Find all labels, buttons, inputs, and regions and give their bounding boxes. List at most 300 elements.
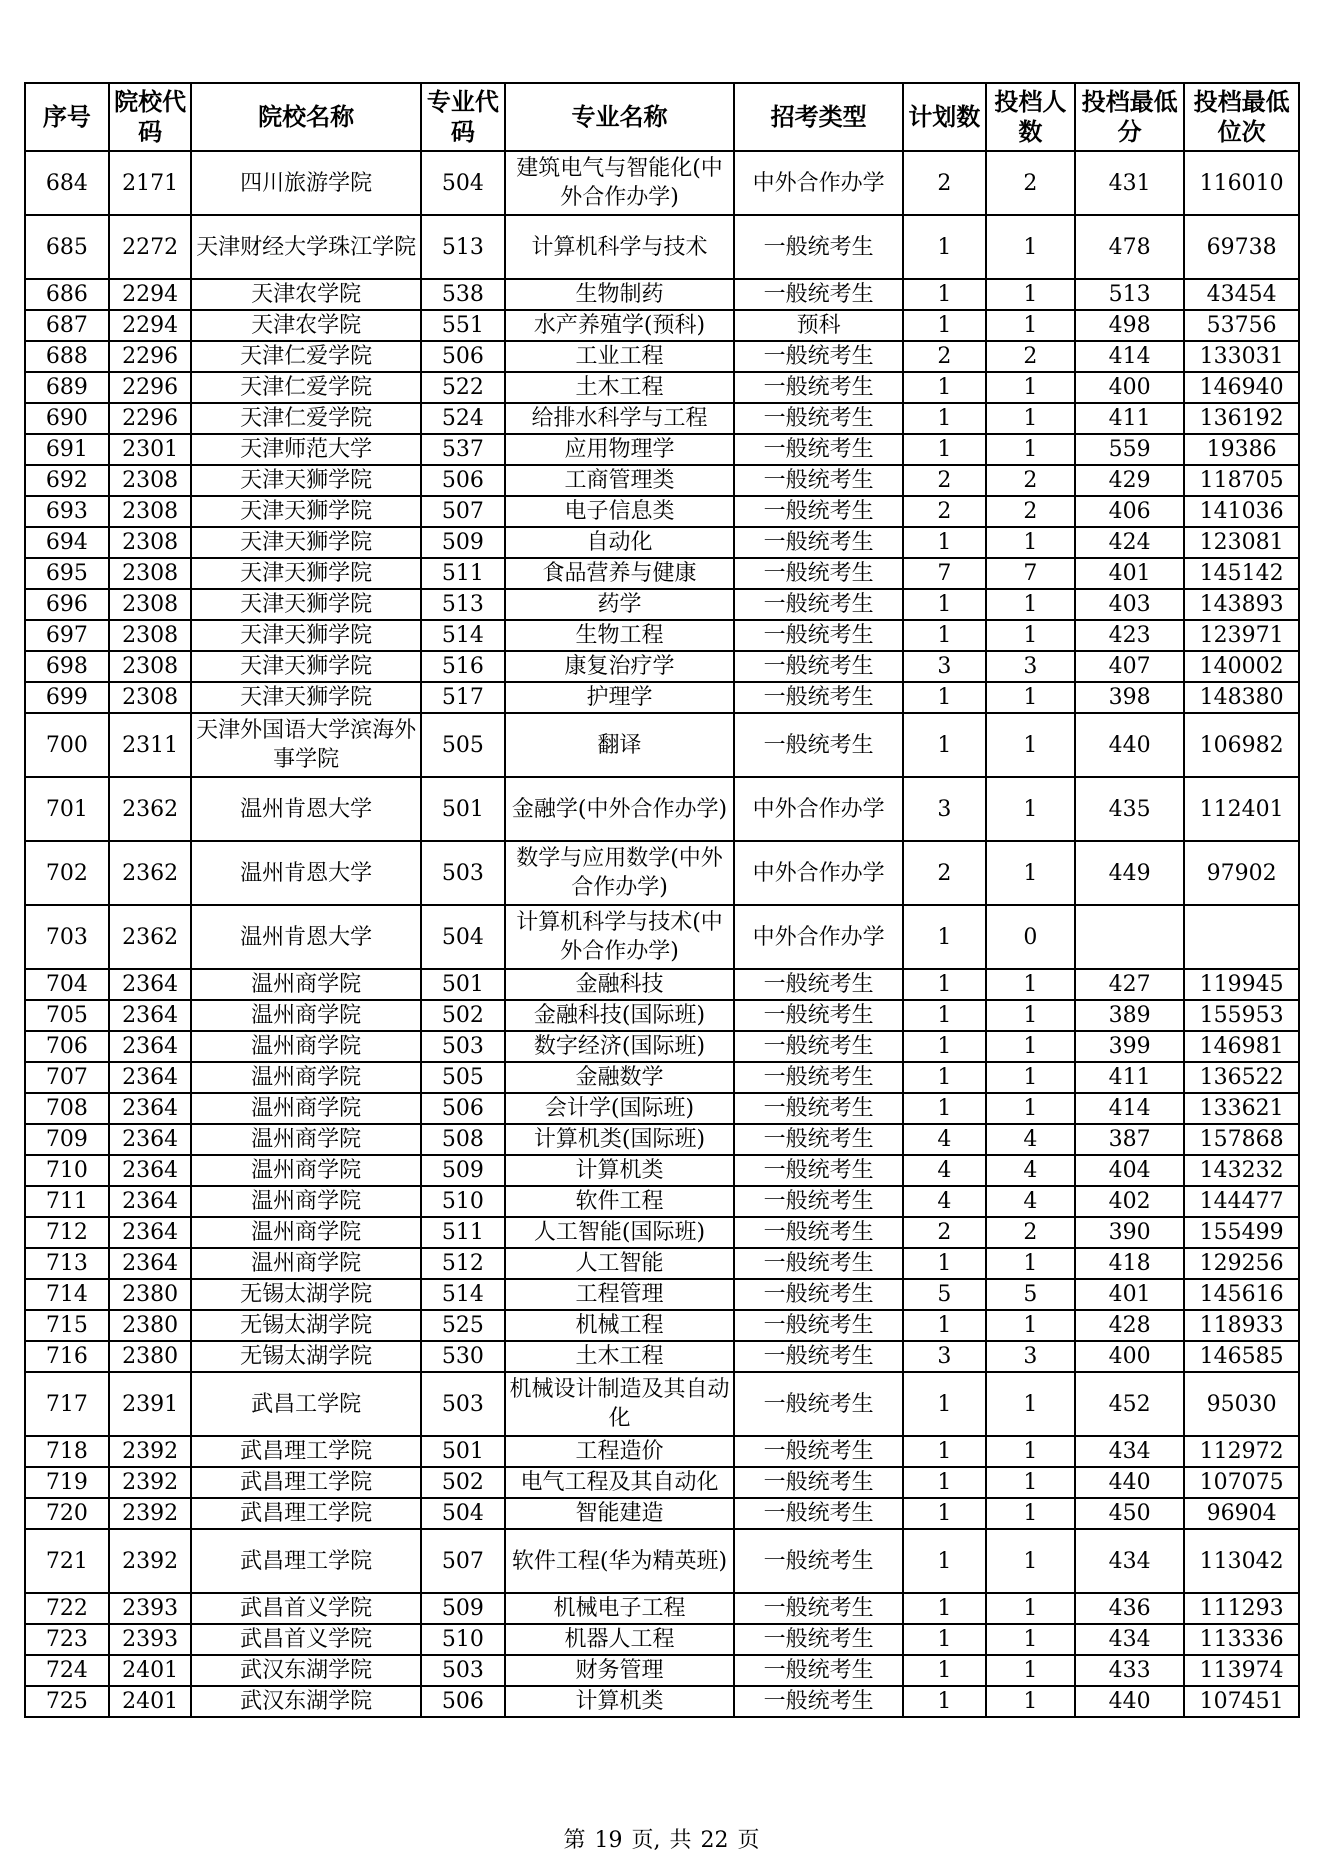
cell-major-code: 517 — [421, 682, 505, 713]
cell-school-code: 2308 — [109, 558, 192, 589]
cell-plan-count: 1 — [903, 279, 986, 310]
table-row — [25, 279, 1299, 310]
cell-school-code: 2364 — [109, 1000, 192, 1031]
cell-seq: 696 — [25, 589, 109, 620]
cell-school-code: 2171 — [109, 151, 192, 215]
cell-min-rank: 143232 — [1184, 1155, 1299, 1186]
cell-seq: 701 — [25, 777, 109, 841]
cell-major-name: 水产养殖学(预科) — [505, 310, 735, 341]
cell-school-code: 2362 — [109, 777, 192, 841]
cell-min-rank: 113042 — [1184, 1529, 1299, 1593]
cell-school-code: 2308 — [109, 527, 192, 558]
cell-seq: 692 — [25, 465, 109, 496]
cell-exam-type: 一般统考生 — [734, 1186, 903, 1217]
cell-school-name: 温州肯恩大学 — [191, 777, 421, 841]
cell-exam-type: 一般统考生 — [734, 1031, 903, 1062]
cell-exam-type: 一般统考生 — [734, 1498, 903, 1529]
cell-school-name: 温州商学院 — [191, 1248, 421, 1279]
cell-major-code: 514 — [421, 620, 505, 651]
cell-min-rank: 155953 — [1184, 1000, 1299, 1031]
table-row — [25, 777, 1299, 841]
header-exam-type: 招考类型 — [734, 83, 903, 151]
table-row — [25, 1498, 1299, 1529]
table-row — [25, 905, 1299, 969]
cell-plan-count: 2 — [903, 341, 986, 372]
table-row — [25, 1310, 1299, 1341]
header-major-name: 专业名称 — [505, 83, 735, 151]
cell-plan-count: 2 — [903, 496, 986, 527]
cell-school-code: 2296 — [109, 372, 192, 403]
cell-major-name: 电子信息类 — [505, 496, 735, 527]
cell-major-code: 505 — [421, 1062, 505, 1093]
cell-exam-type: 中外合作办学 — [734, 841, 903, 905]
cell-school-code: 2364 — [109, 1093, 192, 1124]
table-header-row — [25, 83, 1299, 151]
cell-min-rank: 116010 — [1184, 151, 1299, 215]
cell-major-code: 504 — [421, 1498, 505, 1529]
table-row — [25, 403, 1299, 434]
cell-admitted-count: 1 — [986, 1593, 1076, 1624]
cell-school-code: 2308 — [109, 496, 192, 527]
cell-school-name: 武昌首义学院 — [191, 1624, 421, 1655]
cell-school-code: 2311 — [109, 713, 192, 777]
cell-min-score: 449 — [1075, 841, 1184, 905]
cell-major-code: 501 — [421, 777, 505, 841]
cell-school-name: 天津外国语大学滨海外事学院 — [191, 713, 421, 777]
cell-seq: 686 — [25, 279, 109, 310]
table-row — [25, 1062, 1299, 1093]
cell-school-name: 天津天狮学院 — [191, 651, 421, 682]
cell-seq: 705 — [25, 1000, 109, 1031]
cell-school-name: 无锡太湖学院 — [191, 1279, 421, 1310]
cell-school-name: 天津天狮学院 — [191, 558, 421, 589]
cell-min-score: 440 — [1075, 1686, 1184, 1717]
cell-major-code: 522 — [421, 372, 505, 403]
cell-admitted-count: 2 — [986, 1217, 1076, 1248]
cell-school-name: 天津天狮学院 — [191, 527, 421, 558]
cell-seq: 716 — [25, 1341, 109, 1372]
cell-min-rank: 133031 — [1184, 341, 1299, 372]
cell-exam-type: 一般统考生 — [734, 1124, 903, 1155]
cell-min-rank: 140002 — [1184, 651, 1299, 682]
cell-min-score — [1075, 905, 1184, 969]
cell-exam-type: 一般统考生 — [734, 1655, 903, 1686]
cell-admitted-count: 1 — [986, 682, 1076, 713]
cell-school-name: 温州商学院 — [191, 1000, 421, 1031]
footer-total-pages: 22 — [700, 1828, 729, 1853]
cell-school-name: 天津财经大学珠江学院 — [191, 215, 421, 279]
cell-plan-count: 3 — [903, 1341, 986, 1372]
cell-school-name: 温州商学院 — [191, 1186, 421, 1217]
cell-seq: 694 — [25, 527, 109, 558]
cell-min-rank: 157868 — [1184, 1124, 1299, 1155]
cell-major-name: 计算机类(国际班) — [505, 1124, 735, 1155]
header-major-code: 专业代码 — [421, 83, 505, 151]
cell-major-code: 514 — [421, 1279, 505, 1310]
cell-seq: 720 — [25, 1498, 109, 1529]
cell-school-name: 温州商学院 — [191, 1093, 421, 1124]
cell-seq: 690 — [25, 403, 109, 434]
cell-min-rank: 112972 — [1184, 1436, 1299, 1467]
cell-min-score: 401 — [1075, 558, 1184, 589]
cell-major-code: 509 — [421, 1593, 505, 1624]
cell-plan-count: 1 — [903, 1436, 986, 1467]
cell-major-code: 502 — [421, 1467, 505, 1498]
cell-major-name: 金融科技 — [505, 969, 735, 1000]
cell-min-rank: 118705 — [1184, 465, 1299, 496]
cell-major-code: 551 — [421, 310, 505, 341]
cell-school-name: 天津农学院 — [191, 279, 421, 310]
cell-min-rank: 95030 — [1184, 1372, 1299, 1436]
cell-min-rank: 107075 — [1184, 1467, 1299, 1498]
cell-school-name: 武昌理工学院 — [191, 1498, 421, 1529]
cell-major-code: 537 — [421, 434, 505, 465]
cell-major-code: 530 — [421, 1341, 505, 1372]
cell-major-code: 509 — [421, 527, 505, 558]
header-plan-count: 计划数 — [903, 83, 986, 151]
cell-min-rank: 113336 — [1184, 1624, 1299, 1655]
cell-exam-type: 一般统考生 — [734, 620, 903, 651]
cell-admitted-count: 4 — [986, 1155, 1076, 1186]
cell-plan-count: 1 — [903, 403, 986, 434]
cell-exam-type: 一般统考生 — [734, 1593, 903, 1624]
cell-major-name: 软件工程 — [505, 1186, 735, 1217]
table-row — [25, 341, 1299, 372]
cell-school-name: 天津师范大学 — [191, 434, 421, 465]
cell-min-score: 403 — [1075, 589, 1184, 620]
cell-school-code: 2308 — [109, 651, 192, 682]
cell-min-score: 423 — [1075, 620, 1184, 651]
table-row — [25, 969, 1299, 1000]
cell-major-code: 507 — [421, 1529, 505, 1593]
cell-seq: 703 — [25, 905, 109, 969]
cell-school-name: 天津仁爱学院 — [191, 372, 421, 403]
admission-table — [24, 82, 1300, 1718]
header-school-code: 院校代码 — [109, 83, 192, 151]
cell-plan-count: 1 — [903, 215, 986, 279]
cell-plan-count: 1 — [903, 1248, 986, 1279]
cell-plan-count: 1 — [903, 1624, 986, 1655]
cell-exam-type: 预科 — [734, 310, 903, 341]
cell-plan-count: 1 — [903, 1372, 986, 1436]
cell-seq: 724 — [25, 1655, 109, 1686]
cell-min-score: 559 — [1075, 434, 1184, 465]
cell-seq: 691 — [25, 434, 109, 465]
cell-major-name: 生物制药 — [505, 279, 735, 310]
cell-major-code: 506 — [421, 1686, 505, 1717]
cell-exam-type: 一般统考生 — [734, 279, 903, 310]
cell-exam-type: 一般统考生 — [734, 1686, 903, 1717]
cell-admitted-count: 1 — [986, 1031, 1076, 1062]
cell-min-score: 400 — [1075, 1341, 1184, 1372]
cell-school-name: 武昌首义学院 — [191, 1593, 421, 1624]
cell-school-name: 武昌理工学院 — [191, 1436, 421, 1467]
cell-plan-count: 3 — [903, 777, 986, 841]
cell-school-code: 2308 — [109, 465, 192, 496]
cell-exam-type: 一般统考生 — [734, 496, 903, 527]
cell-school-code: 2393 — [109, 1624, 192, 1655]
table-row — [25, 651, 1299, 682]
cell-plan-count: 2 — [903, 465, 986, 496]
cell-min-score: 434 — [1075, 1624, 1184, 1655]
cell-major-name: 土木工程 — [505, 372, 735, 403]
table-row — [25, 682, 1299, 713]
cell-major-code: 509 — [421, 1155, 505, 1186]
cell-admitted-count: 1 — [986, 777, 1076, 841]
cell-plan-count: 2 — [903, 151, 986, 215]
cell-plan-count: 1 — [903, 713, 986, 777]
cell-admitted-count: 1 — [986, 1062, 1076, 1093]
cell-plan-count: 1 — [903, 682, 986, 713]
cell-seq: 711 — [25, 1186, 109, 1217]
table-row — [25, 527, 1299, 558]
cell-admitted-count: 3 — [986, 1341, 1076, 1372]
cell-min-rank: 129256 — [1184, 1248, 1299, 1279]
cell-min-score: 498 — [1075, 310, 1184, 341]
cell-major-code: 510 — [421, 1624, 505, 1655]
cell-school-code: 2294 — [109, 279, 192, 310]
cell-min-rank: 146981 — [1184, 1031, 1299, 1062]
cell-plan-count: 7 — [903, 558, 986, 589]
cell-min-score: 418 — [1075, 1248, 1184, 1279]
cell-seq: 697 — [25, 620, 109, 651]
cell-school-name: 无锡太湖学院 — [191, 1310, 421, 1341]
cell-plan-count: 1 — [903, 310, 986, 341]
cell-school-name: 天津仁爱学院 — [191, 403, 421, 434]
cell-min-rank: 136522 — [1184, 1062, 1299, 1093]
table-row — [25, 1248, 1299, 1279]
cell-school-name: 武昌工学院 — [191, 1372, 421, 1436]
cell-major-code: 516 — [421, 651, 505, 682]
cell-school-code: 2380 — [109, 1310, 192, 1341]
cell-school-code: 2392 — [109, 1467, 192, 1498]
cell-seq: 718 — [25, 1436, 109, 1467]
cell-min-rank: 97902 — [1184, 841, 1299, 905]
cell-major-code: 501 — [421, 1436, 505, 1467]
cell-seq: 708 — [25, 1093, 109, 1124]
table-row — [25, 713, 1299, 777]
cell-exam-type: 一般统考生 — [734, 1155, 903, 1186]
cell-plan-count: 4 — [903, 1155, 986, 1186]
cell-school-code: 2364 — [109, 1186, 192, 1217]
cell-school-name: 温州商学院 — [191, 1031, 421, 1062]
cell-admitted-count: 4 — [986, 1186, 1076, 1217]
cell-exam-type: 一般统考生 — [734, 1529, 903, 1593]
cell-major-code: 525 — [421, 1310, 505, 1341]
cell-plan-count: 2 — [903, 1217, 986, 1248]
cell-major-code: 503 — [421, 841, 505, 905]
cell-admitted-count: 1 — [986, 620, 1076, 651]
cell-major-code: 513 — [421, 589, 505, 620]
cell-admitted-count: 1 — [986, 1686, 1076, 1717]
cell-school-name: 天津仁爱学院 — [191, 341, 421, 372]
cell-seq: 707 — [25, 1062, 109, 1093]
cell-plan-count: 1 — [903, 1062, 986, 1093]
cell-exam-type: 一般统考生 — [734, 558, 903, 589]
cell-min-score: 450 — [1075, 1498, 1184, 1529]
cell-seq: 698 — [25, 651, 109, 682]
cell-exam-type: 一般统考生 — [734, 465, 903, 496]
cell-min-rank: 133621 — [1184, 1093, 1299, 1124]
table-row — [25, 1467, 1299, 1498]
cell-exam-type: 一般统考生 — [734, 1341, 903, 1372]
cell-min-score: 404 — [1075, 1155, 1184, 1186]
cell-plan-count: 5 — [903, 1279, 986, 1310]
cell-exam-type: 一般统考生 — [734, 1310, 903, 1341]
cell-seq: 704 — [25, 969, 109, 1000]
cell-admitted-count: 1 — [986, 1000, 1076, 1031]
table-row — [25, 1593, 1299, 1624]
cell-school-name: 四川旅游学院 — [191, 151, 421, 215]
cell-min-score: 478 — [1075, 215, 1184, 279]
table-row — [25, 1655, 1299, 1686]
cell-min-rank: 148380 — [1184, 682, 1299, 713]
cell-admitted-count: 7 — [986, 558, 1076, 589]
cell-min-score: 398 — [1075, 682, 1184, 713]
header-admitted-count: 投档人数 — [986, 83, 1076, 151]
cell-min-rank: 19386 — [1184, 434, 1299, 465]
cell-exam-type: 一般统考生 — [734, 1248, 903, 1279]
cell-exam-type: 一般统考生 — [734, 651, 903, 682]
cell-major-name: 药学 — [505, 589, 735, 620]
cell-school-code: 2301 — [109, 434, 192, 465]
cell-admitted-count: 1 — [986, 279, 1076, 310]
cell-major-name: 机械设计制造及其自动化 — [505, 1372, 735, 1436]
cell-seq: 699 — [25, 682, 109, 713]
cell-min-score: 434 — [1075, 1436, 1184, 1467]
table-row — [25, 1279, 1299, 1310]
page-footer — [0, 1823, 1323, 1854]
cell-admitted-count: 1 — [986, 589, 1076, 620]
cell-seq: 712 — [25, 1217, 109, 1248]
cell-major-name: 应用物理学 — [505, 434, 735, 465]
cell-exam-type: 中外合作办学 — [734, 777, 903, 841]
cell-school-name: 温州商学院 — [191, 1155, 421, 1186]
cell-school-name: 武昌理工学院 — [191, 1467, 421, 1498]
cell-major-code: 504 — [421, 905, 505, 969]
cell-min-score: 411 — [1075, 403, 1184, 434]
cell-school-code: 2364 — [109, 1031, 192, 1062]
cell-school-code: 2401 — [109, 1686, 192, 1717]
cell-seq: 688 — [25, 341, 109, 372]
table-row — [25, 1372, 1299, 1436]
cell-min-score: 406 — [1075, 496, 1184, 527]
cell-exam-type: 一般统考生 — [734, 682, 903, 713]
cell-seq: 700 — [25, 713, 109, 777]
cell-school-code: 2362 — [109, 905, 192, 969]
cell-school-name: 温州商学院 — [191, 1124, 421, 1155]
cell-plan-count: 1 — [903, 905, 986, 969]
table-row — [25, 372, 1299, 403]
table-row — [25, 1186, 1299, 1217]
cell-exam-type: 一般统考生 — [734, 527, 903, 558]
cell-min-score: 387 — [1075, 1124, 1184, 1155]
cell-major-name: 建筑电气与智能化(中外合作办学) — [505, 151, 735, 215]
cell-school-code: 2401 — [109, 1655, 192, 1686]
cell-min-rank — [1184, 905, 1299, 969]
cell-plan-count: 1 — [903, 1000, 986, 1031]
cell-school-code: 2308 — [109, 682, 192, 713]
cell-school-code: 2391 — [109, 1372, 192, 1436]
cell-school-code: 2364 — [109, 1062, 192, 1093]
cell-plan-count: 1 — [903, 1031, 986, 1062]
table-row — [25, 1093, 1299, 1124]
cell-major-name: 翻译 — [505, 713, 735, 777]
cell-seq: 723 — [25, 1624, 109, 1655]
cell-admitted-count: 1 — [986, 1498, 1076, 1529]
cell-seq: 689 — [25, 372, 109, 403]
table-row — [25, 215, 1299, 279]
table-row — [25, 1686, 1299, 1717]
cell-min-rank: 96904 — [1184, 1498, 1299, 1529]
cell-major-code: 506 — [421, 341, 505, 372]
header-min-score: 投档最低分 — [1075, 83, 1184, 151]
cell-school-code: 2308 — [109, 620, 192, 651]
cell-major-code: 511 — [421, 558, 505, 589]
table-row — [25, 1031, 1299, 1062]
cell-admitted-count: 2 — [986, 496, 1076, 527]
footer-prefix: 第 — [563, 1828, 586, 1853]
cell-major-name: 计算机科学与技术(中外合作办学) — [505, 905, 735, 969]
cell-major-name: 机器人工程 — [505, 1624, 735, 1655]
cell-major-name: 机械工程 — [505, 1310, 735, 1341]
cell-plan-count: 1 — [903, 620, 986, 651]
cell-seq: 717 — [25, 1372, 109, 1436]
table-row — [25, 496, 1299, 527]
cell-min-rank: 113974 — [1184, 1655, 1299, 1686]
cell-major-code: 511 — [421, 1217, 505, 1248]
cell-plan-count: 1 — [903, 434, 986, 465]
cell-min-score: 389 — [1075, 1000, 1184, 1031]
cell-admitted-count: 1 — [986, 1655, 1076, 1686]
cell-major-name: 工业工程 — [505, 341, 735, 372]
cell-min-score: 400 — [1075, 372, 1184, 403]
cell-admitted-count: 5 — [986, 1279, 1076, 1310]
cell-major-name: 金融学(中外合作办学) — [505, 777, 735, 841]
cell-admitted-count: 1 — [986, 372, 1076, 403]
cell-school-code: 2362 — [109, 841, 192, 905]
cell-exam-type: 一般统考生 — [734, 589, 903, 620]
cell-plan-count: 1 — [903, 1498, 986, 1529]
cell-school-name: 天津天狮学院 — [191, 589, 421, 620]
cell-major-name: 计算机科学与技术 — [505, 215, 735, 279]
cell-major-name: 金融科技(国际班) — [505, 1000, 735, 1031]
cell-school-code: 2364 — [109, 1124, 192, 1155]
cell-seq: 709 — [25, 1124, 109, 1155]
cell-min-score: 401 — [1075, 1279, 1184, 1310]
cell-min-score: 424 — [1075, 527, 1184, 558]
cell-admitted-count: 2 — [986, 151, 1076, 215]
cell-admitted-count: 3 — [986, 651, 1076, 682]
cell-admitted-count: 0 — [986, 905, 1076, 969]
cell-admitted-count: 1 — [986, 841, 1076, 905]
cell-major-code: 507 — [421, 496, 505, 527]
cell-major-code: 503 — [421, 1655, 505, 1686]
cell-exam-type: 一般统考生 — [734, 1467, 903, 1498]
cell-exam-type: 中外合作办学 — [734, 151, 903, 215]
cell-plan-count: 1 — [903, 1655, 986, 1686]
cell-min-score: 436 — [1075, 1593, 1184, 1624]
table-row — [25, 1217, 1299, 1248]
cell-exam-type: 一般统考生 — [734, 1436, 903, 1467]
cell-admitted-count: 1 — [986, 1310, 1076, 1341]
cell-school-code: 2294 — [109, 310, 192, 341]
table-row — [25, 434, 1299, 465]
cell-major-code: 512 — [421, 1248, 505, 1279]
table-row — [25, 589, 1299, 620]
cell-major-code: 503 — [421, 1031, 505, 1062]
cell-major-code: 501 — [421, 969, 505, 1000]
